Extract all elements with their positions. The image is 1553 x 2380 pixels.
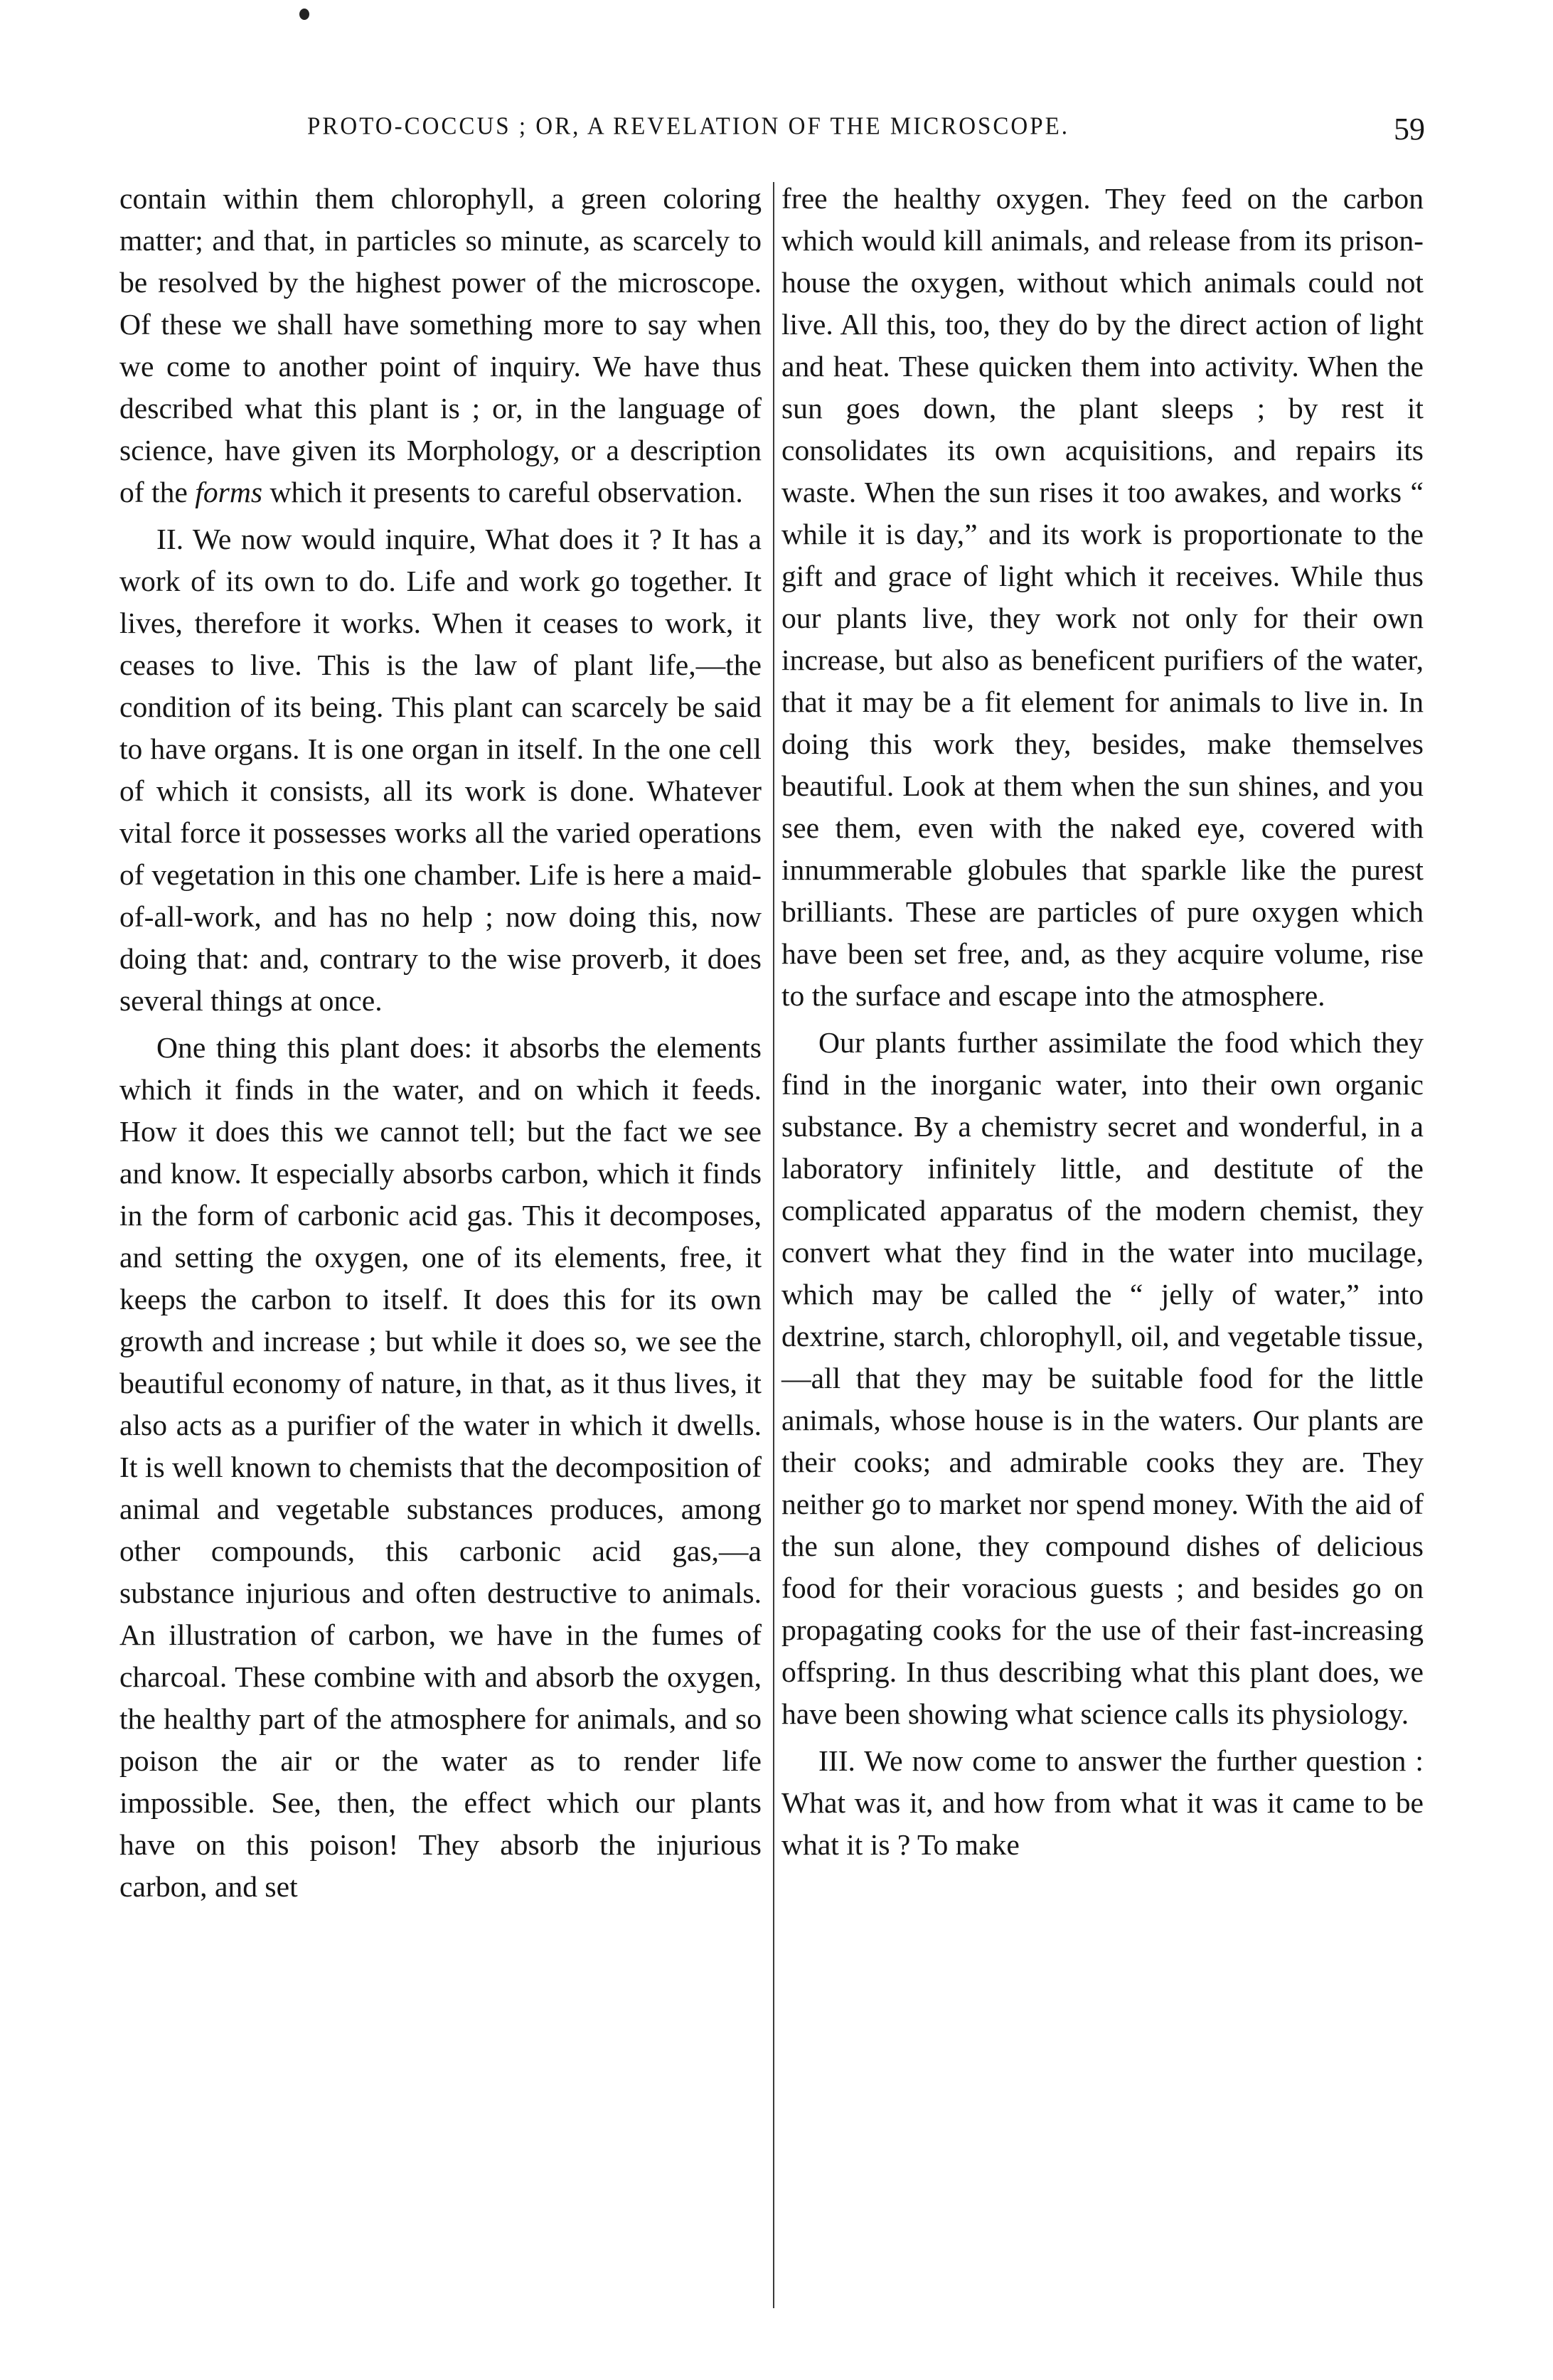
page-header xyxy=(114,114,1429,156)
column-divider xyxy=(773,182,774,2308)
ink-spot xyxy=(299,9,309,20)
right-column xyxy=(781,178,1424,1866)
paragraph-healthy-oxygen: free the healthy oxygen. They feed on the carbon which would kill animals, and release from its prison-house the oxygen, without which animals could not live. All this, too, they do by the direct action of light and heat. These quicken them into activity. When the sun goes down, the plant sleeps ; by rest it consolidates its own acquisitions, and repairs its waste. When the sun rises it too awakes, and works “ while it is day,” and its work is proportionate to the gift and grace of light which it receives. While thus our plants live, they work not only for their own increase, but also as beneficent purifiers of the water, that it may be a fit element for animals to live in. In doing this work they, besides, make themselves beautiful. Look at them when the sun shines, and you see them, even with the naked eye, covered with innummerable globules that sparkle like the purest brilliants. These are particles of pure oxygen which have been set free, and, as they acquire volume, rise to the surface and escape into the atmosphere. xyxy=(781,182,1424,1012)
paragraph-absorbs-elements: One thing this plant does: it absorbs the elements which it finds in the water, and on which it feeds. How it does this we cannot tell; but the fact we see and know. It especially absorbs carbon, which it finds in the form of carbonic acid gas. This it decomposes, and setting the oxygen, one of its elements, free, it keeps the carbon to itself. It does this for its own growth and increase ; but while it does so, we see the beautiful economy of nature, in that, as it thus lives, it also acts as a purifier of the water in which it dwells. It is well known to chemists that the decomposition of animal and vegetable substances produces, among other compounds, this carbonic acid gas,—a substance injurious and often destructive to animals. An illustration of carbon, we have in the fumes of charcoal. These combine with and absorb the oxygen, the healthy part of the atmosphere for animals, and so poison the air or the water as to render life impossible. See, then, the effect which our plants have on this poison! They absorb the injurious carbon, and set xyxy=(119,1031,762,1903)
running-title: PROTO-COCCUS ; OR, A REVELATION OF THE MICROSCOPE. xyxy=(307,113,1070,140)
paragraph-text-tail: which it presents to careful observation. xyxy=(269,476,743,508)
paragraph-what-does-it: II. We now would inquire, What does it ? It has a work of its own to do. Life and work go together. It lives, therefore it works. When it ceases to work, it ceases to live. This is the law of plant life,—the condition of its being. This plant can scarcely be said to have organs. It is one organ in itself. In the one cell of which it consists, all its work is done. Whatever vital force it possesses works all the varied operations of vegetation in this one chamber. Life is here a maid-of-all-work, and has no help ; now doing this, now doing that: and, contrary to the wise proverb, it does several things at once. xyxy=(119,523,762,1017)
emphasis-forms: forms xyxy=(195,476,263,508)
paragraph-text: contain within them chlorophyll, a green coloring matter; and that, in particles so minute, as scarcely to be resolved by the highest power of the microscope. Of these we shall have something more to say when we come to another point of inquiry. We have thus described what this plant is ; or, in the language of science, have given its Morphology, or a description of the xyxy=(119,182,762,508)
paragraph-assimilate-food: Our plants further assimilate the food which they find in the inorganic water, into their own organic substance. By a chemistry secret and wonderful, in a laboratory infinitely little, and destitute of the complicated apparatus of the modern chemist, they convert what they find in the water into mucilage, which may be called the “ jelly of water,” into dextrine, starch, chlorophyll, oil, and vegetable tissue,—all that they may be suitable food for the little animals, whose house is in the waters. Our plants are their cooks; and admirable cooks they are. They neither go to market nor spend money. With the aid of the sun alone, they compound dishes of delicious food for their voracious guests ; and besides go on propagating cooks for the use of their fast-increasing offspring. In thus describing what this plant does, we have been showing what science calls its physiology. xyxy=(781,1026,1424,1730)
left-column xyxy=(119,178,762,1908)
paragraph-what-was-it: III. We now come to answer the further question : What was it, and how from what it was it came to be what it is ? To make xyxy=(781,1744,1424,1861)
page-number: 59 xyxy=(1394,112,1425,146)
paragraph-morphology xyxy=(119,178,762,513)
